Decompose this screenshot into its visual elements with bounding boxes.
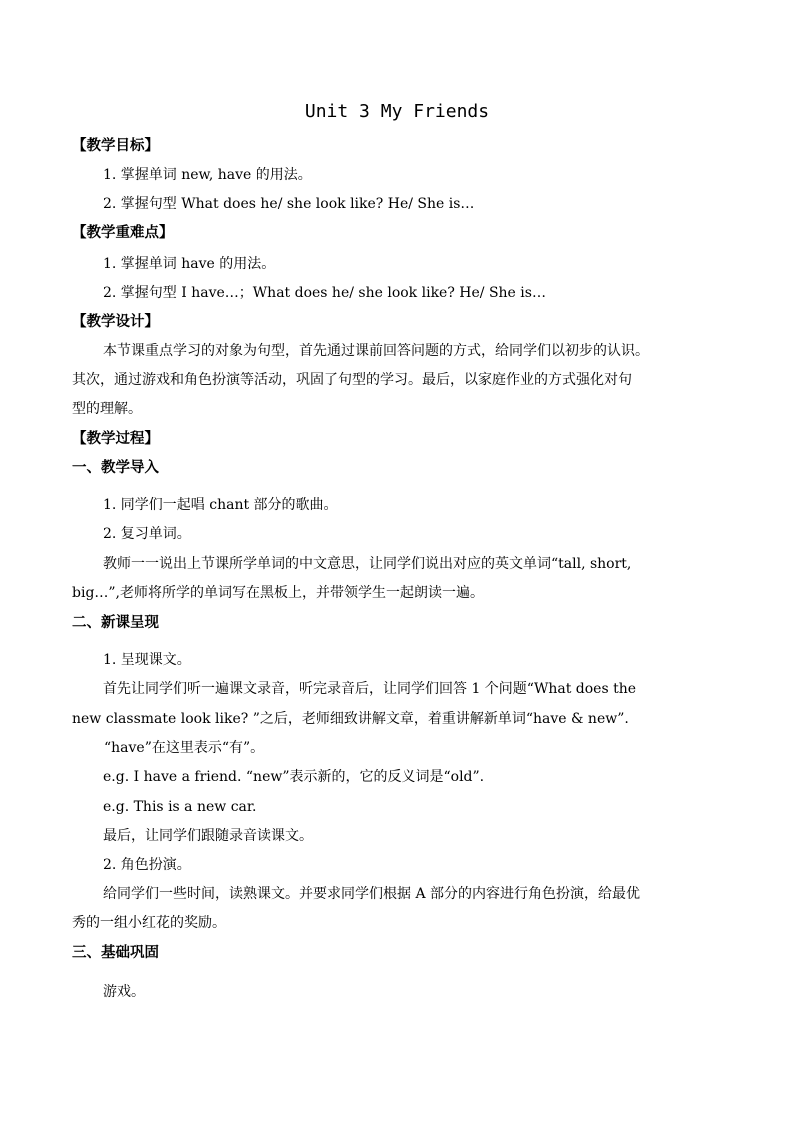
part2-line-7: 最后，让同学们跟随录音读课文。 [103, 828, 313, 844]
part3-line-1: 游戏。 [103, 984, 145, 1000]
objective-item-1: 1. 掌握单词 new, have 的用法。 [103, 167, 312, 183]
heading-part-2: 二、新课呈现 [72, 614, 159, 631]
part2-line-4: “have”在这里表示“有”。 [104, 740, 265, 756]
part2-line-3: new classmate look like? ”之后，老师细致讲解文章，着重讲解新单词“have & new”. [72, 711, 629, 727]
heading-key-points: 【教学重难点】 [72, 224, 174, 241]
design-line-2: 其次，通过游戏和角色扮演等活动，巩固了句型的学习。最后，以家庭作业的方式强化对句 [72, 372, 632, 388]
heading-part-1: 一、教学导入 [72, 459, 159, 476]
design-line-1: 本节课重点学习的对象为句型，首先通过课前回答问题的方式，给同学们以初步的认识。 [103, 343, 649, 359]
document-title: Unit 3 My Friends [304, 101, 490, 122]
part2-line-8: 2. 角色扮演。 [103, 857, 191, 873]
heading-process: 【教学过程】 [72, 430, 159, 447]
heading-design: 【教学设计】 [72, 313, 159, 330]
heading-part-3: 三、基础巩固 [72, 944, 159, 961]
part1-line-3: 教师一一说出上节课所学单词的中文意思，让同学们说出对应的英文单词“tall, short, [103, 556, 632, 572]
part2-line-10: 秀的一组小红花的奖励。 [72, 915, 226, 931]
design-line-3: 型的理解。 [72, 401, 142, 417]
heading-objectives: 【教学目标】 [72, 137, 159, 154]
objective-item-2: 2. 掌握句型 What does he/ she look like? He/ She is… [103, 196, 475, 212]
part2-line-6: e.g. This is a new car. [103, 799, 257, 815]
part2-line-1: 1. 呈现课文。 [103, 652, 191, 668]
part1-line-4: big…”,老师将所学的单词写在黑板上，并带领学生一起朗读一遍。 [72, 585, 485, 601]
key-point-item-2: 2. 掌握句型 I have…；What does he/ she look like? He/ She is… [103, 285, 546, 301]
part2-line-9: 给同学们一些时间，读熟课文。并要求同学们根据 A 部分的内容进行角色扮演，给最优 [103, 886, 641, 902]
part2-line-5: e.g. I have a friend. “new”表示新的，它的反义词是“old”. [103, 769, 485, 785]
key-point-item-1: 1. 掌握单词 have 的用法。 [103, 256, 276, 272]
part2-line-2: 首先让同学们听一遍课文录音，听完录音后，让同学们回答 1 个问题“What does the [103, 681, 637, 697]
part1-line-2: 2. 复习单词。 [103, 526, 191, 542]
part1-line-1: 1. 同学们一起唱 chant 部分的歌曲。 [103, 497, 338, 513]
